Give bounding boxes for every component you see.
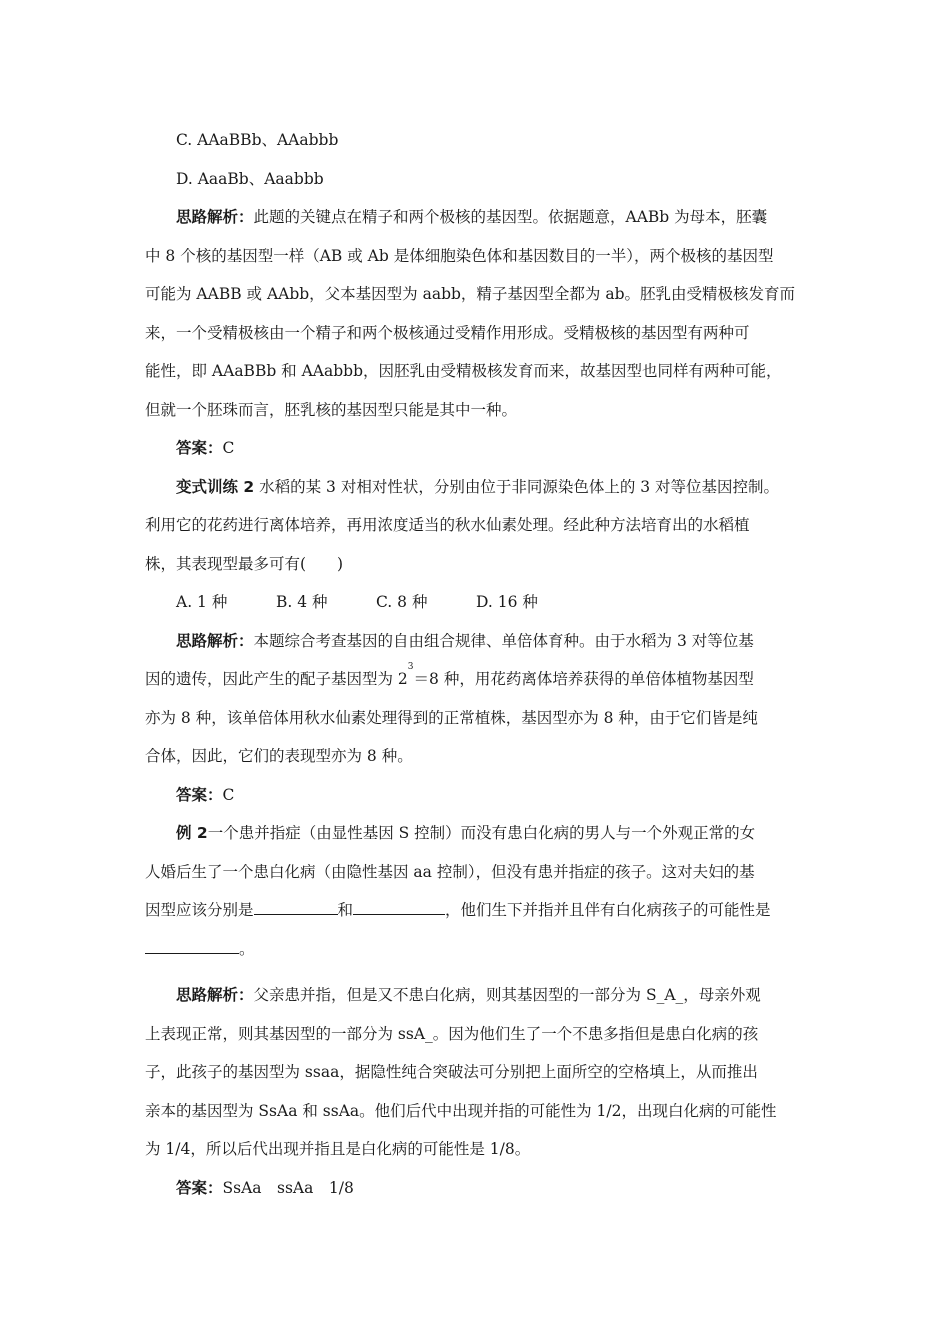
analysis-label: 思路解析： xyxy=(176,986,254,1004)
analysis-text: 本题综合考查基因的自由组合规律、单倍体育种。由于水稻为 3 对等位基 xyxy=(253,631,754,650)
answer-blank[interactable] xyxy=(254,896,338,915)
analysis-text: ＝8 种，用花药离体培养获得的单倍体植物基因型 xyxy=(413,670,754,688)
example-2-line xyxy=(145,930,817,969)
analysis-label: 思路解析： xyxy=(176,631,254,650)
option-c-prev: C. AAaBBb、AAabbb xyxy=(176,131,339,149)
example-2-line xyxy=(145,891,817,930)
option-c: C. 8 种 xyxy=(376,593,428,611)
answer-value: C xyxy=(222,439,235,457)
answer-2 xyxy=(145,776,817,815)
analysis-1-line: 能性，即 AAaBBb 和 AAabbb，因胚乳由受精极核发育而来，故基因型也同样有两种可能， xyxy=(145,362,782,380)
option-b: B. 4 种 xyxy=(276,593,328,611)
analysis-3-line: 亲本的基因型为 SsAa 和 ssAa。他们后代中出现并指的可能性为 1/2，出现白化病的可能性 xyxy=(145,1101,777,1120)
example-text: ，他们生下并指并且伴有白化病孩子的可能性是 xyxy=(445,901,771,919)
analysis-2-line xyxy=(145,622,817,661)
answer-label: 答案： xyxy=(176,1178,223,1197)
answer-blank[interactable] xyxy=(353,896,445,915)
variant-2-line: 株，其表现型最多可有( ) xyxy=(145,554,344,573)
analysis-1-line xyxy=(145,198,817,237)
example-text: 因型应该分别是 xyxy=(145,901,254,919)
example-text: 一个患并指症（由显性基因 S 控制）而没有患白化病的男人与一个外观正常的女 xyxy=(207,824,756,842)
example-text: 和 xyxy=(337,901,354,919)
option-d: D. 16 种 xyxy=(476,593,538,611)
option-d-prev: D. AaaBb、Aaabbb xyxy=(176,169,324,188)
analysis-3-line: 上表现正常，则其基因型的一部分为 ssA_。因为他们生了一个不患多指但是患白化病的孩 xyxy=(145,1024,759,1043)
document-page xyxy=(145,121,817,1207)
analysis-text: 父亲患并指，但是又不患白化病，则其基因型的一部分为 S_A_，母亲外观 xyxy=(253,986,761,1004)
analysis-2-line xyxy=(145,660,817,699)
exponent: 3 xyxy=(407,662,414,672)
analysis-1-line: 来，一个受精极核由一个精子和两个极核通过受精作用形成。受精极核的基因型有两种可 xyxy=(145,323,750,342)
analysis-3-line: 子，此孩子的基因型为 ssaa，据隐性纯合突破法可分别把上面所空的空格填上，从而推出 xyxy=(145,1063,758,1081)
answer-label: 答案： xyxy=(176,785,223,804)
example-2-line xyxy=(145,814,817,853)
variant-text: 水稻的某 3 对相对性状，分别由位于非同源染色体上的 3 对等位基因控制。 xyxy=(254,477,780,496)
example-2-line: 人婚后生了一个患白化病（由隐性基因 aa 控制），但没有患并指症的孩子。这对夫妇的基 xyxy=(145,862,755,881)
analysis-label: 思路解析： xyxy=(176,208,254,226)
answer-label: 答案： xyxy=(176,439,223,457)
variant-2-line xyxy=(145,468,817,507)
option-a: A. 1 种 xyxy=(176,593,228,611)
analysis-1-line: 中 8 个核的基因型一样（AB 或 Ab 是体细胞染色体和基因数目的一半），两个极核的基因型 xyxy=(145,246,774,265)
answer-blank[interactable] xyxy=(145,935,239,954)
answer-1 xyxy=(145,429,817,468)
example-label: 例 2 xyxy=(176,824,208,842)
example-text: 。 xyxy=(239,939,255,958)
variant-label: 变式训练 2 xyxy=(176,477,255,496)
analysis-1-line: 但就一个胚珠而言，胚乳核的基因型只能是其中一种。 xyxy=(145,400,518,419)
analysis-text: 此题的关键点在精子和两个极核的基因型。依据题意，AABb 为母本，胚囊 xyxy=(253,208,768,226)
variant-2-options xyxy=(145,583,817,622)
answer-value: SsAa ssAa 1/8 xyxy=(222,1178,354,1197)
analysis-3-line xyxy=(145,976,817,1015)
answer-value: C xyxy=(222,785,235,804)
analysis-1-line: 可能为 AABB 或 AAbb，父本基因型为 aabb，精子基因型全都为 ab。胚乳由受精极核发育而 xyxy=(145,285,796,303)
variant-2-line: 利用它的花药进行离体培养，再用浓度适当的秋水仙素处理。经此种方法培育出的水稻植 xyxy=(145,516,750,534)
analysis-3-line: 为 1/4，所以后代出现并指且是白化病的可能性是 1/8。 xyxy=(145,1140,531,1158)
answer-3 xyxy=(145,1169,817,1208)
analysis-2-line: 亦为 8 种，该单倍体用秋水仙素处理得到的正常植株，基因型亦为 8 种，由于它们皆是纯 xyxy=(145,708,758,727)
analysis-text: 因的遗传，因此产生的配子基因型为 2 xyxy=(145,670,408,688)
analysis-2-line: 合体，因此，它们的表现型亦为 8 种。 xyxy=(145,747,413,765)
